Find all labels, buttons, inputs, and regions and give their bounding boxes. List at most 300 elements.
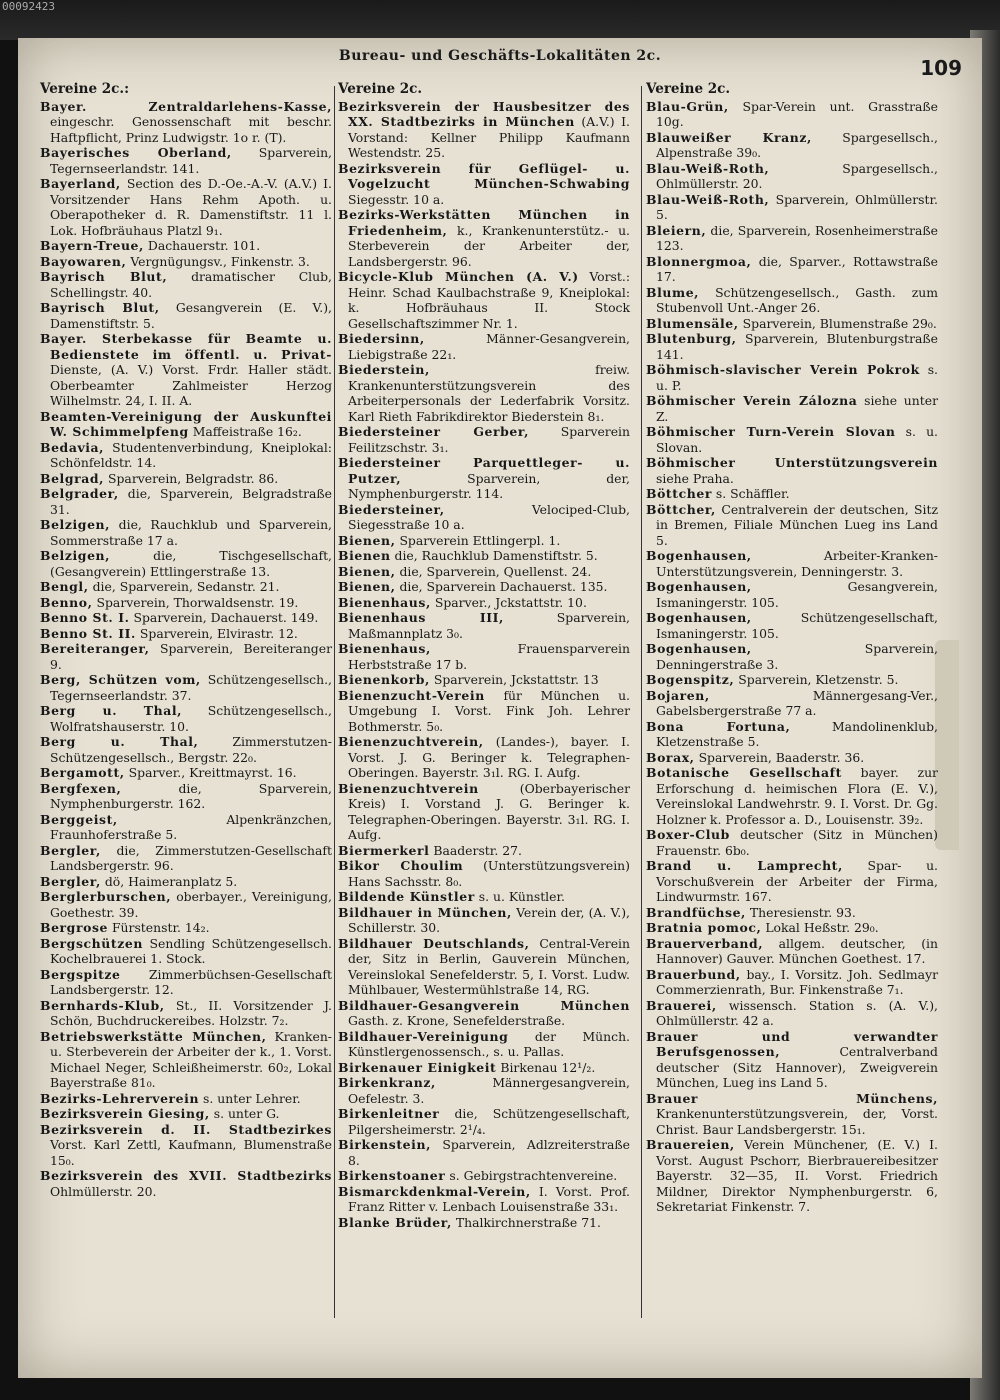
entry-details: Thalkirchnerstraße 71. <box>455 1214 601 1230</box>
entry-details: siehe Praha. <box>656 470 734 486</box>
entry-details: Verein Münchener, (E. V.) I. Vorst. August Pschorr, Bierbrauereibesitzer Bayerstr. 32—35, II. Vorst. Friedrich Mildner, Direktor Nymphenburgerstr. 6, Sekretariat Finkenstr. 7. <box>656 1137 938 1214</box>
entry-details: Theresienstr. 93. <box>749 904 856 920</box>
entry-details: Gesangverein, Ismaningerstr. 105. <box>656 579 938 610</box>
directory-entry <box>646 455 938 486</box>
entry-details: Vorst. Karl Zettl, Kaufmann, Blumenstraße 15₀. <box>50 1137 332 1168</box>
directory-entry <box>338 688 630 735</box>
running-head: Bureau- und Geschäfts-Lokalitäten 2c. <box>338 48 662 64</box>
entry-name: Belgrader, <box>40 486 119 501</box>
directory-entry <box>338 579 630 595</box>
entry-name: Berg u. Thal, <box>40 703 183 718</box>
entry-name: Bengl, <box>40 579 89 594</box>
entry-name: Bezirksverein der Hausbesitzer des XX. Stadtbezirks in München <box>338 98 630 129</box>
entry-name: Brauerbund, <box>646 966 741 982</box>
entry-name: Bismarckdenkmal-Verein, <box>338 1183 531 1199</box>
directory-entry <box>40 517 332 548</box>
directory-entry <box>40 1168 332 1199</box>
directory-entry <box>646 161 938 192</box>
entry-details: die, Sparverein, Nymphenburgerstr. 162. <box>50 780 332 811</box>
entry-details: s. Schäffler. <box>715 486 790 501</box>
directory-entry <box>338 207 630 269</box>
column-1 <box>40 82 332 1199</box>
entry-details: allgem. deutscher, (in Hannover) Gauver. München Goethest. 17. <box>656 935 938 966</box>
entry-name: Bojaren, <box>646 687 710 703</box>
entry-details: Krankenunterstützungsverein, der, Vorst. Christ. Baur Landsbergerstr. 15₁. <box>656 1106 938 1137</box>
directory-entry <box>646 998 938 1029</box>
directory-entry <box>646 1091 938 1138</box>
directory-entry <box>40 1091 332 1107</box>
directory-entry <box>338 1215 630 1231</box>
column-heading: Vereine 2c. <box>338 81 423 97</box>
directory-entry <box>40 99 332 146</box>
entry-name: Benno, <box>40 594 93 610</box>
directory-entry <box>646 130 938 161</box>
directory-entry <box>40 967 332 998</box>
entry-name: Bikor Choulim <box>338 858 464 873</box>
entry-name: Bergamott, <box>40 765 125 780</box>
directory-entry <box>646 99 938 130</box>
entry-details: Sparverein, Blumenstraße 29₀. <box>742 315 937 331</box>
directory-entry <box>40 409 332 440</box>
entry-details: Vergnügungsv., Finkenstr. 3. <box>130 253 310 269</box>
entry-details: Lokal Heßstr. 29₀. <box>765 920 879 935</box>
directory-entry <box>40 145 332 176</box>
directory-entry <box>646 254 938 285</box>
entry-details: Sparverein, Belgradstr. 86. <box>108 470 279 486</box>
directory-entry <box>40 579 332 595</box>
entry-name: Biermerkerl <box>338 842 430 858</box>
directory-entry <box>646 502 938 549</box>
column-2 <box>338 82 630 1230</box>
directory-entry <box>646 1137 938 1215</box>
directory-entry <box>338 99 630 161</box>
entry-name: Benno St. I. <box>40 610 130 625</box>
column-heading: Vereine 2c.: <box>40 81 130 97</box>
directory-entry <box>40 176 332 238</box>
directory-entry <box>40 269 332 300</box>
entry-name: Böhmischer Unterstützungsverein <box>646 455 938 470</box>
directory-entry <box>338 269 630 331</box>
entry-details: Spargesellsch., Ohlmüllerstr. 20. <box>656 160 938 191</box>
entry-details: Sparver., Jckstattstr. 10. <box>434 594 587 610</box>
directory-entry <box>338 936 630 998</box>
entry-details: Schützengesellsch., Wolfratshauserstr. 10. <box>50 703 332 734</box>
directory-entry <box>646 548 938 579</box>
entry-details: wissensch. Station s. (A. V.), Ohlmüllerstr. 42 a. <box>656 997 938 1028</box>
entry-name: Blau-Weiß-Roth, <box>646 191 770 207</box>
directory-entry <box>338 843 630 859</box>
directory-entry <box>40 672 332 703</box>
entry-details: oberbayer., Vereinigung, Goethestr. 39. <box>50 889 332 920</box>
entry-name: Betriebswerkstätte München, <box>40 1028 267 1044</box>
entry-name: Belgrad, <box>40 470 105 486</box>
entry-name: Belzigen, <box>40 517 111 532</box>
entry-details: Siegesstr. 10 a. <box>348 191 445 207</box>
entry-details: Sparverein, Maßmannplatz 3₀. <box>348 610 630 641</box>
entry-name: Bogenhausen, <box>646 641 752 656</box>
entry-details: Schützengesellsch., Tegernseerlandstr. 37. <box>50 672 332 703</box>
entry-name: Bildende Künstler <box>338 889 475 904</box>
entry-details: Fürstenstr. 14₂. <box>111 920 210 935</box>
entry-name: Birkenkranz, <box>338 1075 436 1090</box>
entry-details: Männergesang-Ver., Gabelsbergerstraße 77 a. <box>656 687 938 718</box>
directory-entry <box>40 843 332 874</box>
entry-details: Spargesellsch., Alpenstraße 39₀. <box>656 129 938 160</box>
entry-details: die, Zimmerstutzen-Gesellschaft Landsbergerstr. 96. <box>50 842 332 873</box>
entry-name: Blau-Weiß-Roth, <box>646 160 770 176</box>
directory-entry <box>646 765 938 827</box>
entry-name: Bogenhausen, <box>646 610 752 625</box>
directory-entry <box>646 393 938 424</box>
entry-details: Schützengesellsch., Gasth. zum Stubenvoll Unt.-Anger 26. <box>656 284 938 315</box>
entry-name: Birkenstoaner <box>338 1168 446 1183</box>
directory-entry <box>338 889 630 905</box>
entry-name: Bienen, <box>338 563 396 579</box>
entry-details: dö, Haimeranplatz 5. <box>104 873 238 889</box>
entry-name: Böttcher <box>646 486 712 501</box>
entry-details: Verein der, (A. V.), Schillerstr. 30. <box>348 904 630 935</box>
entry-name: Bergschützen <box>40 935 143 951</box>
directory-entry <box>646 641 938 672</box>
entry-details: siehe unter Z. <box>656 393 938 424</box>
entry-details: (Oberbayerischer Kreis) I. Vorstand J. G. Beringer k. Telegraphen-Oberingen. Bayerstr. 3₁l. RG. I. Aufg. <box>348 780 630 842</box>
entry-name: Blumensäle, <box>646 315 739 331</box>
entry-name: Brauereien, <box>646 1137 735 1152</box>
entry-name: Böhmisch-slavischer Verein Pokrok <box>646 362 920 377</box>
entry-details: Sparverein, Elvirastr. 12. <box>139 625 298 641</box>
entry-name: Blanke Brüder, <box>338 1214 452 1230</box>
page-number: 109 <box>920 56 962 80</box>
entry-name: Bereiteranger, <box>40 641 150 656</box>
entry-details: Sparverein, Jckstattstr. 13 <box>433 672 599 687</box>
entry-name: Bienen <box>338 548 391 563</box>
directory-entry <box>338 905 630 936</box>
entry-details: s. unter G. <box>213 1106 280 1121</box>
entry-name: Biederstein, <box>338 362 430 377</box>
entry-name: Birkenauer Einigkeit <box>338 1059 497 1075</box>
entry-details: s. u. Slovan. <box>656 424 938 455</box>
directory-entry <box>338 1137 630 1168</box>
directory-entry <box>40 889 332 920</box>
entry-details: Sparverein, Denningerstraße 3. <box>656 641 938 672</box>
thumb-index-tab <box>935 640 959 850</box>
entry-details: (A.V.) I. Vorstand: Kellner Philipp Kaufmann Westendstr. 25. <box>348 114 630 160</box>
entry-name: Bezirksverein d. II. Stadtbezirkes <box>40 1121 332 1137</box>
directory-entry <box>338 998 630 1029</box>
directory-entry <box>646 316 938 332</box>
directory-entry <box>40 595 332 611</box>
entry-details: Sparverein, Dachauerst. 149. <box>133 610 319 625</box>
directory-entry <box>338 533 630 549</box>
entry-name: Berglerburschen, <box>40 889 172 904</box>
entry-details: Section des D.-Oe.-A.-V. (A.V.) I. Vorsitzender Hans Rehm Apoth. u. Oberapotheker d. R. Damenstiftstr. 11 l. Lok. Hofbräuhaus Platzl 9₁. <box>50 176 332 238</box>
column-rule <box>641 86 642 1318</box>
directory-entry <box>40 812 332 843</box>
entry-name: Brandfüchse, <box>646 904 746 920</box>
entry-name: Botanische Gesellschaft <box>646 765 842 780</box>
entry-details: Alpenkränzchen, Fraunhoferstraße 5. <box>50 811 332 842</box>
entry-name: Blau-Grün, <box>646 98 729 114</box>
directory-entry <box>338 1029 630 1060</box>
directory-entry <box>338 564 630 580</box>
entry-name: Bergler, <box>40 873 101 889</box>
directory-entry <box>40 936 332 967</box>
directory-entry <box>40 1029 332 1091</box>
directory-entry <box>646 192 938 223</box>
directory-entry <box>40 626 332 642</box>
entry-name: Bernhards-Klub, <box>40 997 165 1013</box>
entry-name: Biedersteiner Gerber, <box>338 424 530 439</box>
entry-details: s. u. P. <box>656 362 938 393</box>
directory-entry <box>646 827 938 858</box>
entry-details: Central-Verein der, Sitz in Berlin, Gauverein München, Vereinslokal Senefelderstr. 5, I. Vorst. Ludw. Mühlbauer, Westermühlstraße 14, RG. <box>348 935 630 997</box>
directory-entry <box>646 750 938 766</box>
directory-entry <box>646 936 938 967</box>
directory-entry <box>646 331 938 362</box>
entry-details: die, Sparverein Dachauerst. 135. <box>399 579 608 594</box>
entry-details: Sparverein, Ohlmüllerstr. 5. <box>656 191 938 222</box>
entry-name: Beamten-Vereinigung der Auskunftei W. Schimmelpfeng <box>40 408 332 439</box>
directory-entry <box>338 161 630 208</box>
directory-entry <box>338 1075 630 1106</box>
entry-details: bayer. zur Erforschung d. heimischen Flora (E. V.), Vereinslokal Landwehrstr. 9. I. Vorst. Dr. Gg. Holzner k. Professor a. D., Louisenstr. 39₂. <box>656 765 938 827</box>
entry-details: Gasth. z. Krone, Senefelderstraße. <box>348 1013 566 1028</box>
entry-name: Bezirks-Werkstätten München in Friedenheim, <box>338 207 630 238</box>
entry-name: Bleiern, <box>646 222 707 238</box>
entry-details: die, Rauchklub Damenstiftstr. 5. <box>394 548 598 563</box>
entry-name: Bergrose <box>40 920 108 935</box>
directory-entry <box>646 905 938 921</box>
directory-entry <box>40 486 332 517</box>
entry-name: Bienenzuchtverein, <box>338 734 484 749</box>
entry-name: Bezirks-Lehrerverein <box>40 1090 200 1106</box>
entry-name: Brauerei, <box>646 997 717 1013</box>
entry-details: I. Vorst. Prof. Franz Ritter v. Lenbach Louisenstraße 33₁. <box>348 1183 630 1214</box>
directory-entry <box>338 502 630 533</box>
entry-name: Bienenzuchtverein <box>338 780 479 796</box>
entry-name: Biedersinn, <box>338 331 425 346</box>
entry-name: Bienenhaus III, <box>338 610 504 625</box>
directory-entry <box>338 781 630 843</box>
directory-entry <box>646 223 938 254</box>
page-header <box>18 38 982 78</box>
entry-details: freiw. Krankenunterstützungsverein des Arbeiterpersonals der Lederfabrik Vorsitz. Karl Rieth Fabrikdirektor Biederstein 8₁. <box>348 362 630 424</box>
entry-details: Sendling Schützengesellsch. Kochelbrauerei 1. Stock. <box>50 935 332 966</box>
directory-entry <box>646 688 938 719</box>
entry-details: deutscher (Sitz in München) Frauenstr. 6b₀. <box>656 827 938 858</box>
directory-entry <box>40 440 332 471</box>
directory-entry <box>646 967 938 998</box>
entry-details: eingeschr. Genossenschaft mit beschr. Haftpflicht, Prinz Ludwigstr. 1o r. (T). <box>50 114 332 145</box>
entry-name: Bogenspitz, <box>646 672 735 687</box>
entry-name: Berg u. Thal, <box>40 734 199 749</box>
entry-details: Arbeiter-Kranken-Unterstützungsverein, Denningerstr. 3. <box>656 548 938 579</box>
entry-name: Bezirksverein des XVII. Stadtbezirks <box>40 1168 332 1183</box>
entry-details: Gesangverein (E. V.), Damenstiftstr. 5. <box>50 300 332 331</box>
entry-details: die, Sparverein, Quellenst. 24. <box>399 563 592 579</box>
entry-name: Bienenzucht-Verein <box>338 687 485 703</box>
entry-name: Bratnia pomoc, <box>646 920 762 935</box>
entry-details: Studentenverbindung, Kneiplokal: Schönfeldstr. 14. <box>50 439 332 470</box>
directory-entry <box>338 1060 630 1076</box>
directory-entry <box>40 734 332 765</box>
entry-name: Bayern-Treue, <box>40 238 144 253</box>
directory-entry <box>40 641 332 672</box>
directory-entry <box>338 1168 630 1184</box>
directory-entry <box>40 610 332 626</box>
entry-details: Baaderstr. 27. <box>433 842 522 858</box>
column-3 <box>646 82 938 1215</box>
entry-name: Brauer und verwandter Berufsgenossen, <box>646 1028 938 1059</box>
entry-details: Mandolinenklub, Kletzenstraße 5. <box>656 718 938 749</box>
entry-name: Bergler, <box>40 842 101 858</box>
directory-entry <box>40 874 332 890</box>
entry-name: Bienen, <box>338 579 396 594</box>
entry-name: Bayerland, <box>40 176 121 191</box>
entry-name: Benno St. II. <box>40 625 136 641</box>
entry-name: Blutenburg, <box>646 331 737 346</box>
entry-details: Zimmerbüchsen-Gesellschaft Landsbergerstr. 12. <box>50 966 332 997</box>
entry-name: Bienenkorb, <box>338 672 430 687</box>
entry-details: Sparverein, Adlzreiterstraße 8. <box>348 1137 630 1168</box>
entry-name: Bienen, <box>338 532 396 548</box>
directory-entry <box>338 734 630 781</box>
directory-entry <box>646 610 938 641</box>
directory-entry <box>338 424 630 455</box>
entry-name: Bergfexen, <box>40 780 122 796</box>
directory-entry <box>338 672 630 688</box>
directory-entry <box>646 486 938 502</box>
entry-details: Sparverein Feilitzschstr. 3₁. <box>348 424 630 455</box>
directory-entry <box>40 920 332 936</box>
entry-details: die, Rauchklub und Sparverein, Sommerstraße 17 a. <box>50 517 332 548</box>
entry-details: Sparverein, Thorwaldsenstr. 19. <box>96 594 299 610</box>
entry-name: Bayer. Zentraldarlehens-Kasse, <box>40 98 332 114</box>
directory-entry <box>646 362 938 393</box>
directory-entry <box>646 672 938 688</box>
entry-name: Böhmischer Verein Zálozna <box>646 393 858 408</box>
entry-name: Bicycle-Klub München (A. V.) <box>338 269 579 284</box>
entry-name: Bogenhausen, <box>646 548 752 563</box>
entry-details: Sparverein Ettlingerpl. 1. <box>399 532 561 548</box>
entry-name: Bezirksverein Giesing, <box>40 1106 210 1121</box>
entry-name: Bienenhaus, <box>338 641 431 656</box>
entry-name: Borax, <box>646 749 695 765</box>
entry-name: Birkenstein, <box>338 1137 431 1152</box>
directory-entry <box>646 719 938 750</box>
entry-name: Berggeist, <box>40 811 118 827</box>
entry-name: Biedersteiner, <box>338 501 445 517</box>
entry-details: Frauensparverein Herbststraße 17 b. <box>348 641 630 672</box>
entry-details: s. Gebirgstrachtenvereine. <box>449 1168 618 1183</box>
entry-name: Bogenhausen, <box>646 579 752 594</box>
directory-entry <box>338 1184 630 1215</box>
entry-details: Schützengesellschaft, Ismaningerstr. 105. <box>656 610 938 641</box>
directory-entry <box>338 455 630 502</box>
entry-name: Berg, Schützen vom, <box>40 672 201 687</box>
directory-entry <box>40 300 332 331</box>
entry-details: Centralverein der deutschen, Sitz in Bremen, Filiale München Lueg ins Land 5. <box>656 501 938 548</box>
directory-entry <box>40 765 332 781</box>
entry-details: s. unter Lehrer. <box>203 1090 301 1106</box>
entry-details: Männer-Gesangverein, Liebigstraße 22₁. <box>348 331 630 362</box>
entry-name: Bayrisch Blut, <box>40 300 160 315</box>
directory-entry <box>646 858 938 905</box>
entry-details: Centralverband deutscher (Sitz Hannover), Zweigverein München, Lueg ins Land 5. <box>656 1044 938 1090</box>
directory-entry <box>40 238 332 254</box>
entry-details: die, Sparver., Rottawstraße 17. <box>656 253 938 284</box>
entry-details: s. u. Künstler. <box>478 889 565 904</box>
entry-name: Bayerisches Oberland, <box>40 145 232 160</box>
entry-details: Sparverein, Bereiteranger 9. <box>50 641 332 672</box>
directory-entry <box>40 703 332 734</box>
entry-details: Vorst.: Heinr. Schad Kaulbachstraße 9, Kneiplokal: k. Hofbräuhaus II. Stock Gesellschaftszimmer Nr. 1. <box>348 269 630 331</box>
entry-details: Ohlmüllerstr. 20. <box>50 1183 157 1199</box>
entry-details: Sparverein, der, Nymphenburgerstr. 114. <box>348 470 630 501</box>
directory-entry <box>40 254 332 270</box>
entry-name: Brand u. Lamprecht, <box>646 858 843 873</box>
entry-name: Brauer Münchens, <box>646 1090 938 1106</box>
entry-details: Kranken- u. Sterbeverein der Arbeiter der k., 1. Vorst. Michael Neger, Schleißheimerstr. 60₂, Lokal Bayerstraße 81₀. <box>50 1028 332 1090</box>
directory-entry <box>646 920 938 936</box>
entry-details: die, Sparverein, Rosenheimerstraße 123. <box>656 222 938 253</box>
directory-entry <box>40 331 332 409</box>
entry-name: Bayrisch Blut, <box>40 269 168 284</box>
entry-name: Blauweißer Kranz, <box>646 129 812 145</box>
entry-name: Böhmischer Turn-Verein Slovan <box>646 424 896 439</box>
entry-name: Bona Fortuna, <box>646 718 791 734</box>
entry-name: Biedersteiner Parquettleger- u. Putzer, <box>338 455 630 486</box>
directory-entry <box>40 781 332 812</box>
directory-entry <box>338 362 630 424</box>
entry-name: Belzigen, <box>40 548 111 563</box>
entry-details: die, Tischgesellschaft, (Gesangverein) Ettlingerstraße 13. <box>50 548 332 579</box>
entry-name: Birkenleitner <box>338 1106 440 1121</box>
entry-details: Sparverein, Kletzenstr. 5. <box>738 672 899 687</box>
entry-details: Sparverein, Baaderstr. 36. <box>698 749 865 765</box>
directory-entry <box>40 471 332 487</box>
entry-details: (Landes-), bayer. I. Vorst. J. G. Beringer k. Telegraphen-Oberingen. Bayerstr. 3₁l. RG. I. Aufg. <box>348 734 630 780</box>
directory-entry <box>646 424 938 455</box>
entry-details: dramatischer Club, Schellingstr. 40. <box>50 269 332 300</box>
entry-details: Spar-Verein unt. Grasstraße 10g. <box>656 98 938 129</box>
directory-entry <box>338 548 630 564</box>
entry-details: Maffeistraße 16₂. <box>192 424 302 439</box>
entry-name: Bildhauer-Gesangverein München <box>338 997 630 1013</box>
entry-details: Spar- u. Vorschußverein der Arbeiter der Firma, Lindwurmstr. 167. <box>656 858 938 904</box>
entry-details: Sparver., Kreittmayrst. 16. <box>128 765 297 780</box>
entry-details: (Unterstützungsverein) Hans Sachsstr. 8₀. <box>348 858 630 889</box>
entry-name: Bildhauer in München, <box>338 904 512 920</box>
entry-details: bay., I. Vorsitz. Joh. Sedlmayr Commerzienrath, Bur. Finkenstraße 7₁. <box>656 966 938 997</box>
directory-entry <box>646 285 938 316</box>
entry-name: Bildhauer Deutschlands, <box>338 935 530 951</box>
directory-entry <box>40 548 332 579</box>
entry-name: Boxer-Club <box>646 827 730 842</box>
entry-name: Bienenhaus, <box>338 594 431 610</box>
entry-name: Bayowaren, <box>40 253 127 269</box>
entry-name: Blonnergmoa, <box>646 253 752 269</box>
column-rule <box>334 86 335 1318</box>
directory-entry <box>40 1122 332 1169</box>
directory-entry <box>338 331 630 362</box>
entry-name: Bergspitze <box>40 966 121 982</box>
entry-details: Dienste, (A. V.) Vorst. Frdr. Haller städt. Oberbeamter Zahlmeister Herzog Wilhelmstr. 24, I. II. A. <box>50 362 332 408</box>
directory-entry <box>646 1029 938 1091</box>
entry-name: Bildhauer-Vereinigung <box>338 1028 509 1044</box>
entry-name: Bayer. Sterbekasse für Beamte u. Bedienstete im öffentl. u. Privat- <box>40 331 332 362</box>
entry-name: Brauerverband, <box>646 935 764 951</box>
